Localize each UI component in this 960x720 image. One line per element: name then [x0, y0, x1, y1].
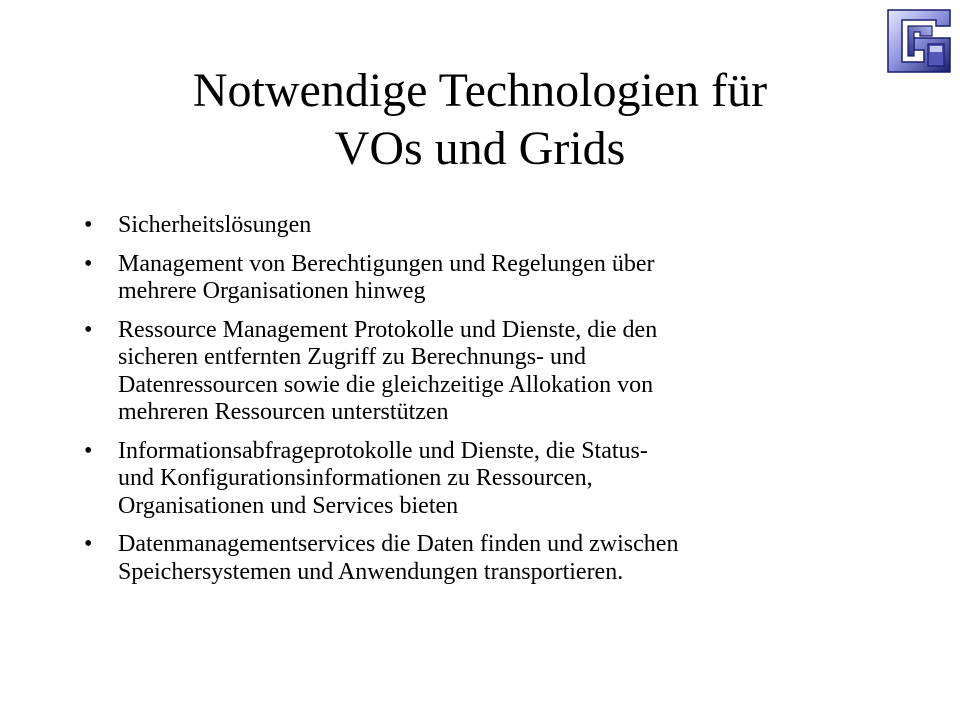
bullet-dot: •	[84, 437, 93, 464]
bullet-list	[84, 212, 884, 597]
bullet-text: Speichersystemen und Anwendungen transportieren.	[118, 558, 624, 585]
bullet-dot: •	[84, 250, 93, 277]
bullet-text: Informationsabfrageprotokolle und Dienste, die Status-	[118, 437, 648, 464]
bullet-text: und Konfigurationsinformationen zu Ressourcen,	[118, 465, 593, 491]
bullet-text: sicheren entfernten Zugriff zu Berechnungs- und	[118, 344, 587, 370]
bullet-text: Datenressourcen sowie die gleichzeitige Allokation von	[118, 371, 654, 398]
bullet-item-2	[84, 251, 884, 306]
bullet-item-5	[84, 531, 884, 586]
bullet-item-4	[84, 438, 884, 521]
bullet-dot: •	[84, 531, 93, 557]
bullet-text: mehreren Ressourcen unterstützen	[118, 399, 449, 425]
slide-title-line-2: VOs und Grids	[334, 122, 626, 175]
bullet-text: Management von Berechtigungen und Regelungen über	[118, 250, 655, 277]
bullet-text: Datenmanagementservices die Daten finden und zwischen	[118, 531, 679, 557]
bullet-item-1	[84, 212, 884, 240]
bullet-item-3	[84, 317, 884, 427]
slide-title-line-1: Notwendige Technologien für	[192, 64, 768, 117]
bullet-text: mehrere Organisationen hinweg	[118, 278, 426, 304]
bullet-text: Sicherheitslösungen	[118, 212, 312, 238]
slide-title	[70, 62, 890, 178]
gp-logo-icon	[884, 6, 954, 76]
bullet-dot: •	[84, 212, 93, 238]
bullet-dot: •	[84, 316, 93, 343]
bullet-text: Ressource Management Protokolle und Dienste, die den	[118, 316, 658, 343]
bullet-text: Organisationen und Services bieten	[118, 492, 459, 519]
